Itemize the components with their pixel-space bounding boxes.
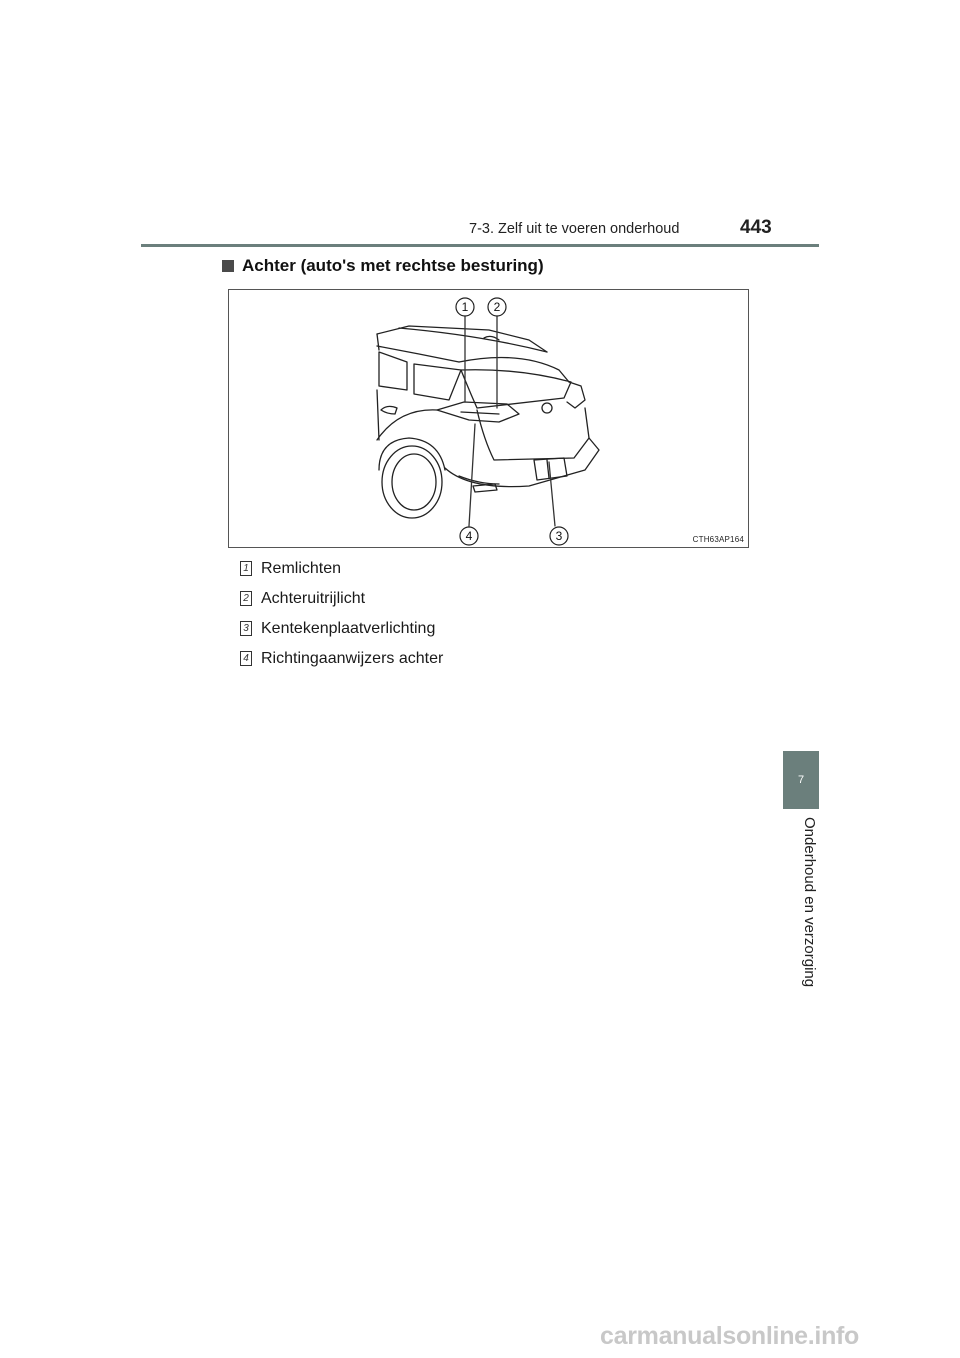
chapter-tab: 7: [783, 751, 819, 809]
legend-number: 4: [240, 651, 252, 666]
legend-number: 3: [240, 621, 252, 636]
callout-3: 3: [555, 529, 563, 543]
square-bullet-icon: [222, 260, 234, 272]
page-number: 443: [740, 217, 772, 238]
list-item: [240, 555, 443, 582]
legend-text: Kentekenplaatverlichting: [261, 619, 436, 637]
header-section-title: 7-3. Zelf uit te voeren onderhoud: [469, 221, 680, 237]
callout-4: 4: [465, 529, 473, 543]
legend-list: [240, 555, 443, 675]
rear-lights-figure: [228, 289, 749, 548]
callout-2: 2: [493, 300, 501, 314]
legend-number: 2: [240, 591, 252, 606]
legend-text: Richtingaanwijzers achter: [261, 649, 444, 667]
callout-1: 1: [461, 300, 469, 314]
legend-number: 1: [240, 561, 252, 576]
figure-code: CTH63AP164: [692, 535, 744, 544]
list-item: [240, 645, 443, 672]
list-item: [240, 615, 443, 642]
list-item: [240, 585, 443, 612]
section-heading-text: Achter (auto's met rechtse besturing): [242, 256, 544, 275]
section-heading: [222, 256, 544, 276]
chapter-title: Onderhoud en verzorging: [801, 817, 818, 988]
header-divider: [141, 244, 819, 247]
legend-text: Achteruitrijlicht: [261, 589, 366, 607]
legend-text: Remlichten: [261, 559, 342, 577]
car-rear-illustration: [229, 290, 750, 549]
watermark: carmanualsonline.info: [600, 1322, 860, 1350]
